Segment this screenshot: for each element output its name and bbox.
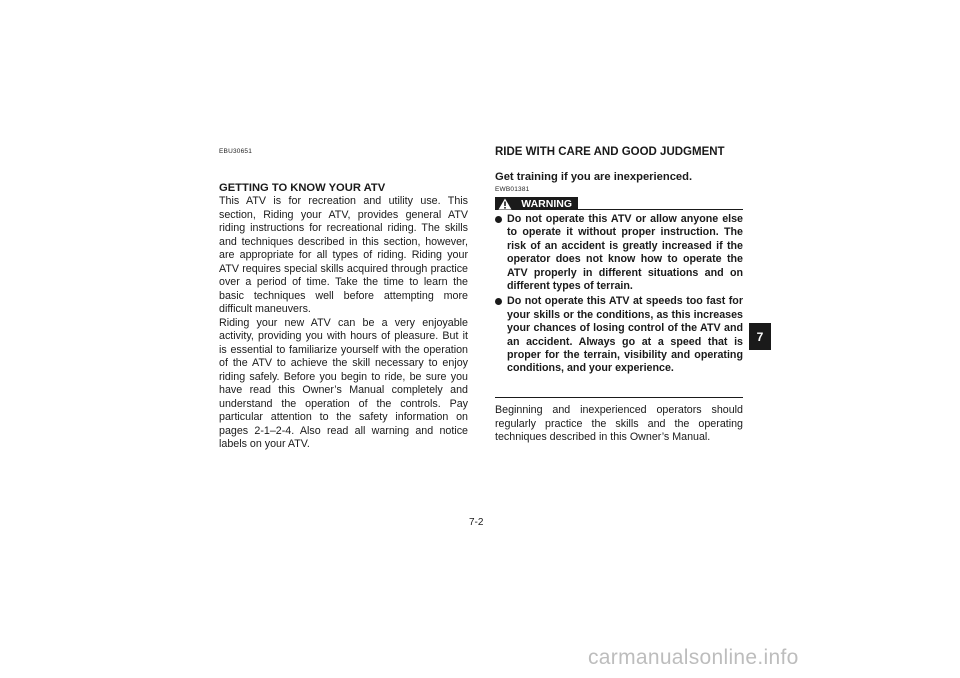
warning-code: EWB01381	[495, 186, 530, 193]
closing-paragraph: Beginning and inexperienced operators should regularly practice the skills and the operating techniques described in this Owner’s Manual.	[495, 404, 743, 443]
paragraph-1: This ATV is for recreation and utility use. This section, Riding your ATV, provides general ATV riding instructions for recreational riding. The skills and techniques described in this section, however, are appropriate for all types of riding. Riding your ATV requires special skills acquired through practice over a period of time. Take the time to learn the basic techniques well before attempting more difficult maneuvers.	[219, 195, 468, 315]
section-heading: GETTING TO KNOW YOUR ATV	[219, 182, 386, 194]
warning-item-text: Do not operate this ATV at speeds too fast for your skills or the conditions, as this increases your chances of losing control of the ATV and an accident. Always go at a speed that is proper for the terrain, visibility and operating conditions, and your experience.	[507, 295, 743, 375]
chapter-tab: 7	[749, 323, 771, 350]
left-column	[219, 181, 468, 452]
warning-end-rule	[495, 397, 743, 398]
right-title: RIDE WITH CARE AND GOOD JUDGMENT	[495, 146, 725, 158]
warning-item	[495, 295, 743, 375]
warning-triangle-icon	[498, 198, 512, 210]
warning-item	[495, 213, 743, 293]
right-subheading: Get training if you are inexperienced.	[495, 171, 693, 183]
warning-header	[495, 197, 743, 211]
warning-badge	[495, 197, 578, 210]
page-number: 7-2	[469, 517, 484, 528]
paragraph-2: Riding your new ATV can be a very enjoyable activity, providing you with hours of pleasure. But it is essential to familiarize yourself with the operation of the ATV to achieve the skill necessary to enjoy riding safely. Before you begin to ride, be sure you have read this Owner’s Manual completely and understand the operation of the controls. Pay particular attention to the safety information on pages 2-1–2-4. Also read all warning and notice labels on your ATV.	[219, 316, 468, 450]
warning-list	[495, 213, 743, 378]
watermark: carmanualsonline.info	[588, 646, 799, 669]
left-body	[219, 195, 468, 452]
warning-label: WARNING	[521, 197, 572, 210]
bullet-icon	[495, 216, 502, 223]
bullet-icon	[495, 298, 502, 305]
warning-item-text: Do not operate this ATV or allow anyone else to operate it without proper instruction. The risk of an accident is greatly increased if the operator does not know how to operate the ATV properly in different situations and on different types of terrain.	[507, 213, 743, 293]
section-code: EBU30651	[219, 148, 253, 155]
